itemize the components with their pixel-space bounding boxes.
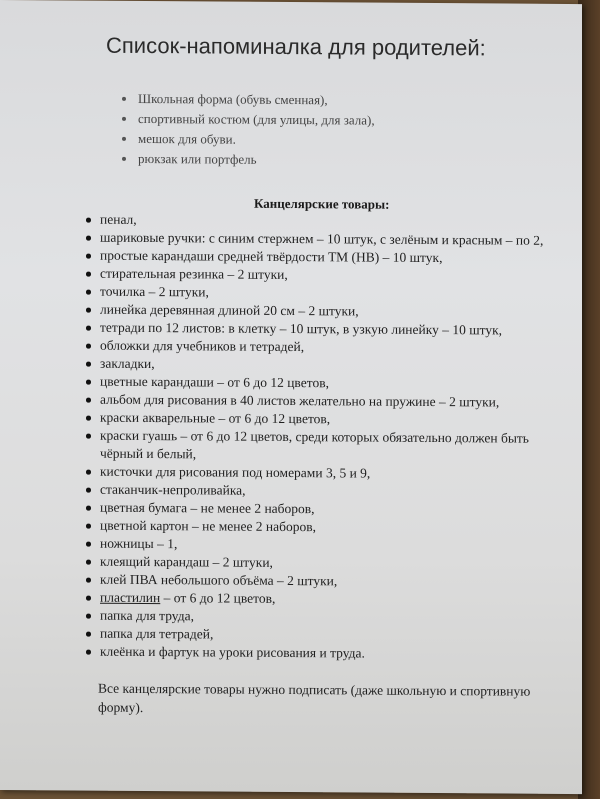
list-item: шариковые ручки: с синим стержнем – 10 штук, с зелёным и красным – по 2, — [86, 229, 543, 250]
list-item: простые карандаши средней твёрдости ТМ (НВ) – 10 штук, — [86, 247, 543, 268]
list-item: Школьная форма (обувь сменная), — [118, 89, 375, 111]
list-item: точилка – 2 штуки, — [86, 283, 543, 304]
list-item: рюкзак или портфель — [118, 149, 375, 171]
list-item: цветной картон – не менее 2 наборов, — [86, 517, 543, 538]
closing-note: Все канцелярские товары нужно подписать (даже школьную и спортивную форму). — [98, 680, 531, 715]
list-item: мешок для обуви. — [118, 129, 375, 151]
list-item: краски акварельные – от 6 до 12 цветов, — [86, 409, 543, 430]
plasticine-word: пластилин — [100, 589, 161, 606]
gouache-line-1: краски гуашь – от 6 до 12 цветов, среди которых обязательно должен быть — [100, 427, 529, 446]
list-item: стаканчик-непроливайка, — [86, 481, 543, 502]
plasticine-rest: – от 6 до 12 цветов, — [160, 590, 276, 606]
list-item: кисточки для рисования под номерами 3, 5 и 9, — [86, 463, 543, 484]
list-item: ножницы – 1, — [86, 535, 543, 556]
list-item: линейка деревянная длиной 20 см – 2 штуки, — [86, 301, 543, 322]
list-item: альбом для рисования в 40 листов желательно на пружине – 2 штуки, — [86, 391, 543, 412]
list-item: цветная бумага – не менее 2 наборов, — [86, 499, 543, 520]
list-item: папка для тетрадей, — [86, 625, 543, 646]
supplies-list — [86, 211, 543, 664]
gouache-line-2: чёрный и белый, — [100, 445, 197, 462]
list-item: пенал, — [86, 211, 543, 232]
list-item: обложки для учебников и тетрадей, — [86, 337, 543, 358]
list-item: папка для труда, — [86, 607, 543, 628]
list-item: клей ПВА небольшого объёма – 2 штуки, — [86, 571, 543, 592]
supplies-heading: Канцелярские товары: — [254, 195, 390, 212]
list-item: цветные карандаши – от 6 до 12 цветов, — [86, 373, 543, 394]
list-item: спортивный костюм (для улицы, для зала), — [118, 109, 375, 131]
list-item: закладки, — [86, 355, 543, 376]
page-title: Список-напоминалка для родителей: — [106, 32, 486, 61]
list-item: клеящий карандаш – 2 штуки, — [86, 553, 543, 574]
list-item: клеёнка и фартук на уроки рисования и труда. — [86, 643, 543, 664]
list-item: тетради по 12 листов: в клетку – 10 штук, в узкую линейку – 10 штук, — [86, 319, 543, 340]
list-item-gouache — [86, 427, 543, 466]
general-items-list — [118, 89, 375, 171]
list-item: стирательная резинка – 2 штуки, — [86, 265, 543, 286]
